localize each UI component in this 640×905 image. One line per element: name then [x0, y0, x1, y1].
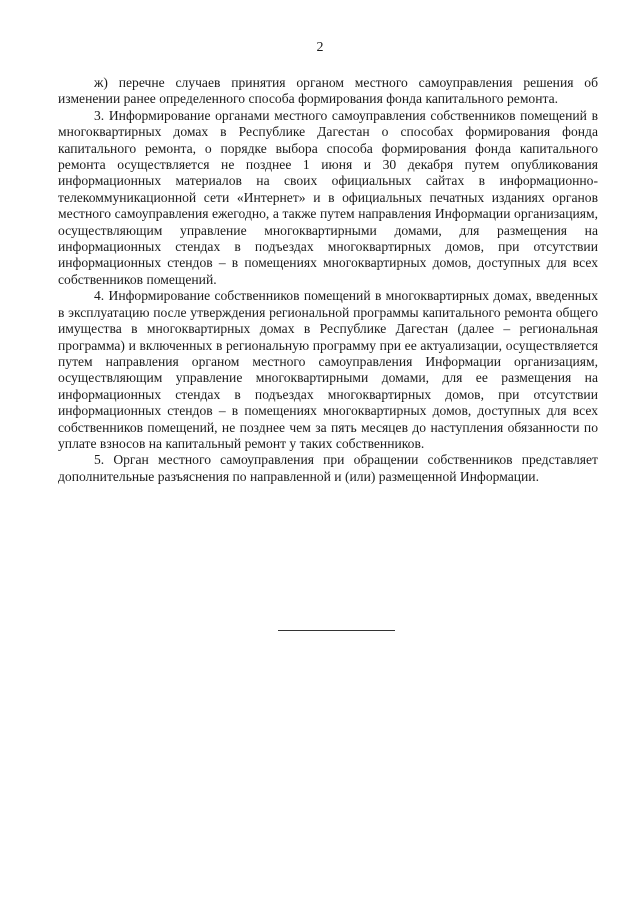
paragraph-3: 3. Информирование органами местного самоуправления собственников помещений в многоквартирных домах в Республике Дагестан о способах формирования фонда капитального ремонта, о порядке выбора способа формирования фонда капитального ремонта осуществляется не позднее 1 июня и 30 декабря путем опубликования информационных материалов на своих официальных сайтах в информационно-телекоммуникационной сети «Интернет» и в официальных печатных изданиях органов местного самоуправления ежегодно, а также путем направления Информации организациям, осуществляющим управление многоквартирными домами, для размещения на информационных стендах в подъездах многоквартирных домов, при отсутствии информационных стендов – в помещениях многоквартирных домов, доступных для всех собственников помещений.: [58, 107, 598, 287]
paragraph-4: 4. Информирование собственников помещений в многоквартирных домах, введенных в эксплуатацию после утверждения региональной программы капитального ремонта общего имущества в многоквартирных домах в Республике Дагестан (далее – региональная программа) и включенных в региональную программу при ее актуализации, осуществляется путем направления органом местного самоуправления Информации организациям, осуществляющим управление многоквартирными домами, для ее размещения на информационных стендах в подъездах многоквартирных домов, при отсутствии информационных стендов – в помещениях многоквартирных домов, доступных для всех собственников помещений, не позднее чем за пять месяцев до наступления обязанности по уплате взносов на капитальный ремонт у таких собственников.: [58, 288, 598, 451]
document-body: [58, 75, 598, 485]
paragraph-5: 5. Орган местного самоуправления при обращении собственников представляет дополнительные разъяснения по направленной и (или) размещенной Информации.: [58, 452, 598, 484]
end-separator-line: [278, 630, 395, 631]
page-number: 2: [316, 40, 324, 55]
paragraph-item-zh: ж) перечне случаев принятия органом местного самоуправления решения об изменении ранее определенного способа формирования фонда капитального ремонта.: [58, 75, 598, 107]
